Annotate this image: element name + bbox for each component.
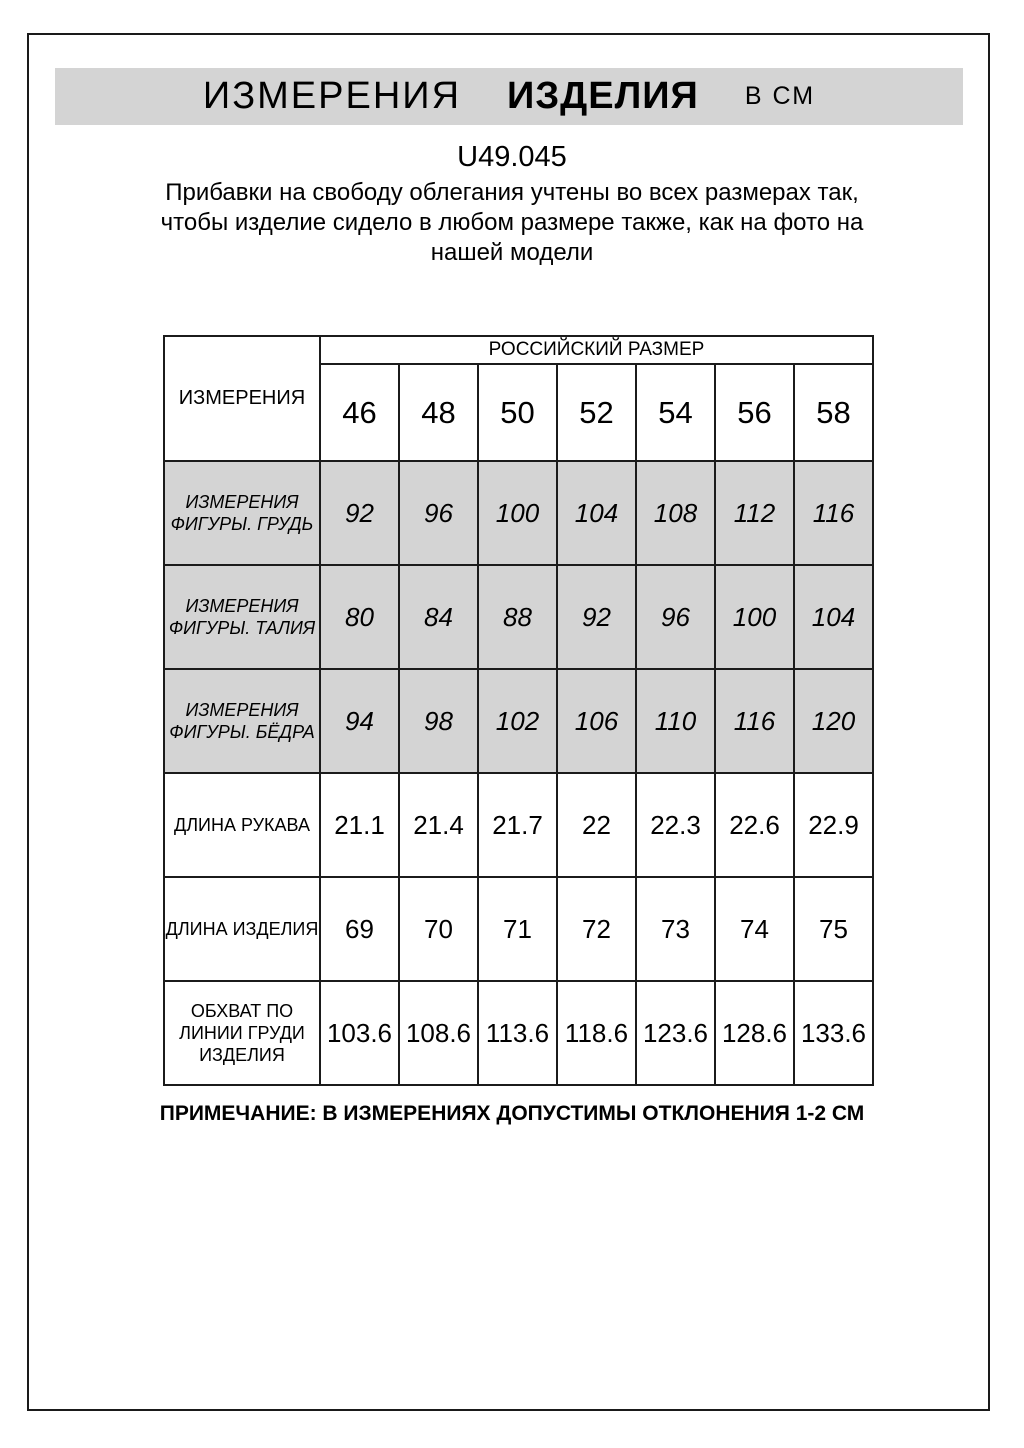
row-label: ИЗМЕРЕНИЯ ФИГУРЫ. ГРУДЬ xyxy=(164,461,320,565)
value-cell: 118.6 xyxy=(557,981,636,1085)
value-cell: 22.3 xyxy=(636,773,715,877)
value-cell: 69 xyxy=(320,877,399,981)
footnote: ПРИМЕЧАНИЕ: В ИЗМЕРЕНИЯХ ДОПУСТИМЫ ОТКЛОНЕНИЯ 1-2 СМ xyxy=(159,1102,865,1125)
value-cell: 102 xyxy=(478,669,557,773)
intro-paragraph: Прибавки на свободу облегания учтены во всех размерах так, чтобы изделие сидело в любом размере также, как на фото на нашей модели xyxy=(160,179,864,266)
value-cell: 84 xyxy=(399,565,478,669)
title-unit-cm: В СМ xyxy=(744,82,816,110)
table-row xyxy=(164,461,873,565)
size-header-cell: 52 xyxy=(557,364,636,461)
size-chart-table xyxy=(163,335,874,1086)
measurements-tbody xyxy=(164,461,873,1085)
size-chart-header xyxy=(164,336,873,461)
value-cell: 112 xyxy=(715,461,794,565)
value-cell: 133.6 xyxy=(794,981,873,1085)
size-header-cell: 58 xyxy=(794,364,873,461)
size-header-cell: 46 xyxy=(320,364,399,461)
row-label: ОБХВАТ ПО ЛИНИИ ГРУДИ ИЗДЕЛИЯ xyxy=(164,981,320,1085)
value-cell: 108 xyxy=(636,461,715,565)
value-cell: 100 xyxy=(478,461,557,565)
table-row xyxy=(164,565,873,669)
title-word-measurements: ИЗМЕРЕНИЯ xyxy=(202,75,462,117)
value-cell: 21.7 xyxy=(478,773,557,877)
row-label: ИЗМЕРЕНИЯ ФИГУРЫ. ТАЛИЯ xyxy=(164,565,320,669)
value-cell: 80 xyxy=(320,565,399,669)
title-word-product: ИЗДЕЛИЯ xyxy=(507,75,699,117)
value-cell: 75 xyxy=(794,877,873,981)
value-cell: 22.6 xyxy=(715,773,794,877)
value-cell: 104 xyxy=(794,565,873,669)
size-header-cell: 56 xyxy=(715,364,794,461)
group-header-row xyxy=(164,336,873,364)
size-header-cell: 54 xyxy=(636,364,715,461)
value-cell: 128.6 xyxy=(715,981,794,1085)
value-cell: 123.6 xyxy=(636,981,715,1085)
title-bar xyxy=(55,68,963,125)
value-cell: 22.9 xyxy=(794,773,873,877)
value-cell: 21.4 xyxy=(399,773,478,877)
size-header-cell: 50 xyxy=(478,364,557,461)
value-cell: 71 xyxy=(478,877,557,981)
value-cell: 73 xyxy=(636,877,715,981)
table-row xyxy=(164,981,873,1085)
row-label: ДЛИНА ИЗДЕЛИЯ xyxy=(164,877,320,981)
value-cell: 92 xyxy=(320,461,399,565)
value-cell: 120 xyxy=(794,669,873,773)
value-cell: 104 xyxy=(557,461,636,565)
table-row xyxy=(164,877,873,981)
value-cell: 22 xyxy=(557,773,636,877)
size-group-label-cell: РОССИЙСКИЙ РАЗМЕР xyxy=(320,336,873,364)
value-cell: 94 xyxy=(320,669,399,773)
value-cell: 96 xyxy=(399,461,478,565)
value-cell: 70 xyxy=(399,877,478,981)
corner-label-cell: ИЗМЕРЕНИЯ xyxy=(164,336,320,461)
row-label: ИЗМЕРЕНИЯ ФИГУРЫ. БЁДРА xyxy=(164,669,320,773)
value-cell: 108.6 xyxy=(399,981,478,1085)
value-cell: 92 xyxy=(557,565,636,669)
value-cell: 72 xyxy=(557,877,636,981)
table-row xyxy=(164,669,873,773)
value-cell: 88 xyxy=(478,565,557,669)
value-cell: 106 xyxy=(557,669,636,773)
value-cell: 74 xyxy=(715,877,794,981)
row-label: ДЛИНА РУКАВА xyxy=(164,773,320,877)
value-cell: 100 xyxy=(715,565,794,669)
value-cell: 21.1 xyxy=(320,773,399,877)
value-cell: 98 xyxy=(399,669,478,773)
size-header-cell: 48 xyxy=(399,364,478,461)
value-cell: 103.6 xyxy=(320,981,399,1085)
value-cell: 113.6 xyxy=(478,981,557,1085)
value-cell: 116 xyxy=(794,461,873,565)
table-row xyxy=(164,773,873,877)
value-cell: 116 xyxy=(715,669,794,773)
value-cell: 110 xyxy=(636,669,715,773)
article-code: U49.045 xyxy=(457,141,567,173)
value-cell: 96 xyxy=(636,565,715,669)
